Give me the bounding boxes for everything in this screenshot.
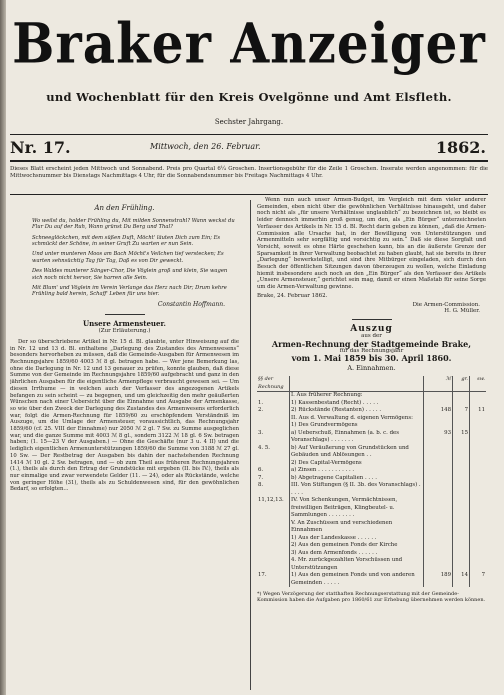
- table-cell: V. An Zuschüssen und verschiedenen Einnahmen: [291, 519, 393, 534]
- table-cell: [257, 557, 290, 572]
- table-cell: 4. Mr. zurückgezahlten Vorschüssen und Unterstützungen: [291, 557, 403, 571]
- table-header: [257, 376, 486, 392]
- table-cell: [470, 557, 487, 572]
- table-row: [257, 445, 486, 460]
- table-cell: 93: [424, 430, 453, 445]
- header-currency: sw.: [470, 376, 487, 392]
- table-row: [257, 392, 486, 400]
- table-cell: II. Aus d. Verwaltung d. eigenen Vermögens:: [291, 414, 413, 421]
- table-cell: [257, 550, 290, 558]
- table-cell: b) Abgetragene Capitalien . . . .: [291, 474, 377, 481]
- table-row: [257, 422, 486, 430]
- table-cell: [453, 467, 470, 475]
- table-row: [257, 572, 486, 587]
- notice-rule: [10, 194, 488, 195]
- table-cell: [470, 482, 487, 497]
- table-cell: [453, 392, 470, 400]
- table-cell: [470, 467, 487, 475]
- poem-stanza: Schneeglöckchen, mit dem süßen Duft, Möcht' läuten Dich zum Ein; Es schmückt der Schöne, in seiner Gruft Zu warten er nun Sein.: [32, 234, 221, 247]
- article-title: Unsere Armensteuer.: [83, 319, 166, 329]
- table-cell: [257, 542, 290, 550]
- right-column: [257, 197, 486, 691]
- header-currency: ℳ: [424, 376, 453, 392]
- table-row: [257, 542, 486, 550]
- table-cell: 1) Aus den gemeinen Fonds und von anderen Gemeinden . . . . .: [291, 572, 415, 586]
- article-subtitle: (Zur Erläuterung.): [98, 328, 151, 335]
- table-cell: [424, 550, 453, 558]
- table-cell: [470, 422, 487, 430]
- table-cell: 2.: [257, 407, 290, 415]
- table-cell: [424, 557, 453, 572]
- poem-stanza: Des Waldes munterer Sänger-Chor, Die Vöglein groß und klein, Sie wagen sich noch nicht hervor, Sie harren alle Sein.: [32, 268, 228, 281]
- table-cell: [453, 460, 470, 468]
- table-cell: [257, 460, 290, 468]
- table-cell: 7: [470, 572, 487, 587]
- section-separator: [105, 314, 145, 315]
- account-subheading: für das Rechnungsjahr: [339, 348, 404, 355]
- table-cell: 8.: [257, 482, 290, 497]
- account-subheading: aus der: [361, 332, 382, 339]
- table-cell: [453, 445, 470, 460]
- table-cell: [424, 497, 453, 520]
- table-cell: [424, 467, 453, 475]
- header-currency: gr.: [453, 376, 470, 392]
- table-row: [257, 467, 486, 475]
- table-row: [257, 407, 486, 415]
- table-cell: [470, 542, 487, 550]
- table-cell: 2) Aus den gemeinen Fonds der Kirche: [291, 542, 398, 549]
- table-cell: [470, 460, 487, 468]
- table-cell: 7: [453, 407, 470, 415]
- poem: [10, 218, 239, 298]
- table-cell: 17.: [257, 572, 290, 587]
- table-cell: [470, 535, 487, 543]
- table-cell: 1) Des Grundvermögens: [291, 422, 358, 429]
- table-cell: [453, 557, 470, 572]
- header-rule-top: [10, 134, 488, 135]
- table-cell: [470, 475, 487, 483]
- table-cell: a) Zinsen . . . . . . . . . . .: [291, 467, 355, 474]
- article-paragraph: Der so überschriebene Artikel in Nr. 15 d. Bl. glaubte, unter Hinweisung auf die in Nr. 12 und 13 d. Bl. enthaltene „Darlegung des Zustandes des Armenwesens“ besonders hervorheben zu müssen, daß die Gemeinde-Ausgaben für Armenwesen im Rechnungsjahre 1859/60 4003 ℳ 8 gl. betragen habe. — Wer jene Bemerkung las, ohne die Darlegung in Nr. 12 und 13 genauer zu prüfen, konnte glauben, daß diese Summe von der Gemeinde im Rechnungsjahre 1859/60 aufgebracht und ganz in den jährlichen Ausgaben für die eigentliche Armenpflege verbraucht gewesen sei. — Um diesen Irrthume — in welchen auch der Verfasser des angezogenen Artikels befangen zu sein scheint — zu begegnen, und um gleichzeitig den mehr geäußerten Wünschen nach einer Uebersicht über die Einnahme und Ausgabe der Armenkasse, so wie über den Zweck der Darlegung des Zustandes des Armenwesens erforderlich war, folgt die Armen-Rechnung für 1859/60 zu erschöpfendem Verständniß im Auszuge, um die Umlage der Armensteuer, voraussichtlich, das Rechnungsjahr 1859/60 (cf. 25. VIII der Einnahme) nur 2050 ℳ 2 gl. 7 Sw. zu Summe ausgeglichen war, und die ganze Summe mit 4003 ℳ 8 gl., sondern 3122 ℳ 18 gl. 6 Sw. betragen haben; (1. 15—23 V der Ausgaben.) — Ohne die Geschäfte (nur 3 u. 4 II) und die lediglich eigentlichen Armenunterstützungen 1859/60 die Summe von 3188 ℳ 27 gl. 10 Sw. — Der Restbetrag der Ausgaben bis dahin der nachstehenden Rechnung 1414 ℳ 10 gl. 2 Sw. betragen, und — ob zum Theil aus früheren Rechnungsjahren (1.), theils als durch den Ertrag der Grundstücke mit ergeben (II. bis IV.), theils als nur einmalige und zwar verwendete Gelder (11. — 24), oder als Rückstände, welche von geringer Höhe (31), theils als zu Schuldenwesen sind, für den gewöhnlichen Bedarf, so erfolgten...: [10, 338, 239, 493]
- header-rule-bottom: [10, 160, 488, 162]
- table-row: [257, 430, 486, 445]
- table-cell: [424, 475, 453, 483]
- footnote: *) Wegen Verzögerung der statthaften Rechnungserstattung mit der Gemeinde-Kommission haben die Aufgaben pro 1860/61 zur Erhebung übernehmen werden können.: [257, 591, 486, 604]
- table-cell: III. Von Stiftungen (§ II. 3b. des Voranschlags) . . . . .: [291, 482, 421, 496]
- table-row: [257, 550, 486, 558]
- table-cell: [257, 520, 290, 535]
- table-cell: [453, 422, 470, 430]
- account-period: vom 1. Mai 1859 bis 30. April 1860.: [291, 352, 452, 363]
- table-cell: [453, 535, 470, 543]
- volume-label: Sechster Jahrgang.: [214, 118, 284, 126]
- newspaper-subtitle: und Wochenblatt für den Kreis Ovelgönne und Amt Elsfleth.: [46, 90, 452, 104]
- table-cell: [453, 400, 470, 408]
- page-binding: [0, 0, 6, 695]
- table-cell: [470, 550, 487, 558]
- table-cell: 4. 5.: [257, 445, 290, 460]
- issue-number: Nr. 17.: [10, 138, 71, 157]
- table-cell: 1.: [257, 400, 290, 408]
- table-cell: [453, 520, 470, 535]
- account-rows: [257, 392, 486, 588]
- table-cell: 6.: [257, 467, 290, 475]
- issue-year: 1862.: [435, 138, 486, 157]
- table-cell: [470, 520, 487, 535]
- table-cell: [453, 475, 470, 483]
- section-separator: [352, 319, 392, 320]
- column-divider: [250, 200, 251, 690]
- publication-notice: Dieses Blatt erscheint jeden Mittwoch und Sonnabend. Preis pro Quartal 6¼ Groschen. Insertionsgebühr für die Zeile 1 Groschen. Inserate werden angenommen: für die Mittwochsnummer bis Dienstags Nachmittags 4 Uhr, für die Sonnabendsnummer bis Freitags Nachmittags 4 Uhr.: [10, 166, 488, 179]
- place-date: Brake, 24. Februar 1862.: [257, 292, 328, 299]
- account-table: [257, 376, 486, 587]
- poem-stanza: Mit Blum' und Vöglein im Verein Verlange das Herz nach Dir; Drum kehre Frühling bald herein, Schaff' Leben für uns hier.: [32, 284, 227, 298]
- table-cell: [424, 392, 453, 400]
- signature-name: H. G. Müller.: [444, 308, 480, 315]
- left-column: [10, 197, 239, 691]
- table-cell: IV. Von Schenkungen, Vermächtnissen, freiwilligen Beiträgen, Klingbeutel- u. Sammlungen . . . . . . . .: [291, 497, 398, 519]
- issue-date: Mittwoch, den 26. Februar.: [150, 142, 261, 151]
- table-cell: 11,12,13.: [257, 497, 290, 520]
- table-cell: 1) Kassenbestand (Recht) . . . . .: [291, 399, 379, 406]
- table-row: [257, 482, 486, 497]
- table-cell: [424, 460, 453, 468]
- table-cell: 2) Rückstände (Restanten) . . . . .: [291, 407, 382, 414]
- table-cell: 11: [470, 407, 487, 415]
- table-cell: [257, 415, 290, 423]
- signature-body: Die Armen-Commission.: [412, 301, 480, 308]
- table-cell: [470, 415, 487, 423]
- poem-author: Constantin Hoffmann.: [157, 300, 225, 308]
- poem-stanza: Wo weilst du, holder Frühling du, Mit milden Sonnenstrahl? Wann weckst du Flur Du auf der Ruh, Wann grünst Du Berg und Thal?: [32, 217, 235, 231]
- table-cell: 15: [453, 430, 470, 445]
- table-cell: 3.: [257, 430, 290, 445]
- table-cell: 3) Aus dem Armenfonds . . . . . .: [291, 549, 378, 556]
- table-cell: [453, 550, 470, 558]
- account-title: Armen-Rechnung der Stadtgemeinde Brake,: [271, 339, 472, 350]
- table-cell: [424, 415, 453, 423]
- table-cell: [453, 497, 470, 520]
- account-heading: Auszug: [350, 323, 393, 334]
- table-cell: [470, 497, 487, 520]
- table-cell: a) Ueberschuß, Einnahmen (a. b. c. des Voranschlags) . . . . . . .: [291, 429, 399, 444]
- table-cell: [424, 520, 453, 535]
- table-cell: [424, 445, 453, 460]
- table-cell: 148: [424, 407, 453, 415]
- table-row: [257, 497, 486, 520]
- poem-stanza: Und unter munteren Moos am Bach Möcht's Veilchen tief verstecken; Es warten sehnsüchtig Tag für Tag, Daß es von Dir geweckt.: [32, 251, 224, 264]
- table-cell: [424, 482, 453, 497]
- table-cell: [424, 542, 453, 550]
- issue-row: [10, 138, 488, 158]
- income-section-title: A. Einnahmen.: [347, 364, 396, 373]
- table-cell: [470, 430, 487, 445]
- table-row: [257, 520, 486, 535]
- newspaper-title: Braker Anzeiger: [12, 11, 486, 76]
- table-cell: 2) Des Capital-Vermögens: [291, 459, 362, 466]
- intro-paragraph: Wenn nun auch unser Armen-Budget, im Vergleich mit dem vieler anderer Gemeinden, eben nicht über die gewöhnlichen Verhältnisse hinausgeht, und daher noch nicht als „für unsere Verhältnisse unglaublich“ zu bezeichnen ist, so bleibt es leider dennoch immerhin groß genug, um den, als „Ein Bürger“ unterzeichneten Verfasser des Artikels in Nr. 15 d. Bl. Recht darin geben zu können, „daß die Armen-Commission alle Ursache hat, in der Bewilligung von Unterstützungen und Armenmitteln sehr sorgfältig und vorsichtig zu sein.“ Daß sie diese Sorgfalt und Vorsicht, soweit es ohne Härte geschehen kann, bis an die äußerste Grenze der Sparsamkeit in ihrer Verwaltung beobachtet zu haben glaubt, hat sie bereits in ihrer „Darlegung“ bewerkstelligt, und sind ihre Mitbürger eingeladen, sich durch den Besuch der öffentlichen Sitzungen davon überzeugen zu wollen, welche Einladung hiemit insbesondere auch noch an den „Ein Bürger“ als den Verfasser des Artikels „Unsere Armensteuer,“ gerichtet sein mag, damit er einen Maßstab für seine Sorge um die Armen-Verwaltung gewinne.: [257, 197, 486, 291]
- table-cell: [470, 392, 487, 400]
- table-row: [257, 557, 486, 572]
- table-cell: [424, 535, 453, 543]
- table-cell: [424, 400, 453, 408]
- table-cell: 189: [424, 572, 453, 587]
- table-cell: [257, 422, 290, 430]
- table-cell: I. Aus früherer Rechnung:: [291, 392, 363, 399]
- table-cell: [257, 535, 290, 543]
- poem-title: An den Frühling.: [94, 204, 155, 212]
- table-cell: 7.: [257, 475, 290, 483]
- table-cell: b) Auf Veräußerung von Grundstücken und Gebäuden und Ablösungen . .: [291, 444, 409, 459]
- table-cell: [453, 542, 470, 550]
- table-cell: [257, 392, 290, 400]
- table-cell: [453, 415, 470, 423]
- table-cell: [424, 422, 453, 430]
- table-cell: [470, 400, 487, 408]
- header-paragraph-ref: §§ der Rechnung: [257, 376, 290, 392]
- table-cell: 1) Aus der Landeskasse . . . . . .: [291, 534, 377, 541]
- table-cell: [453, 482, 470, 497]
- table-cell: [470, 445, 487, 460]
- table-cell: 14: [453, 572, 470, 587]
